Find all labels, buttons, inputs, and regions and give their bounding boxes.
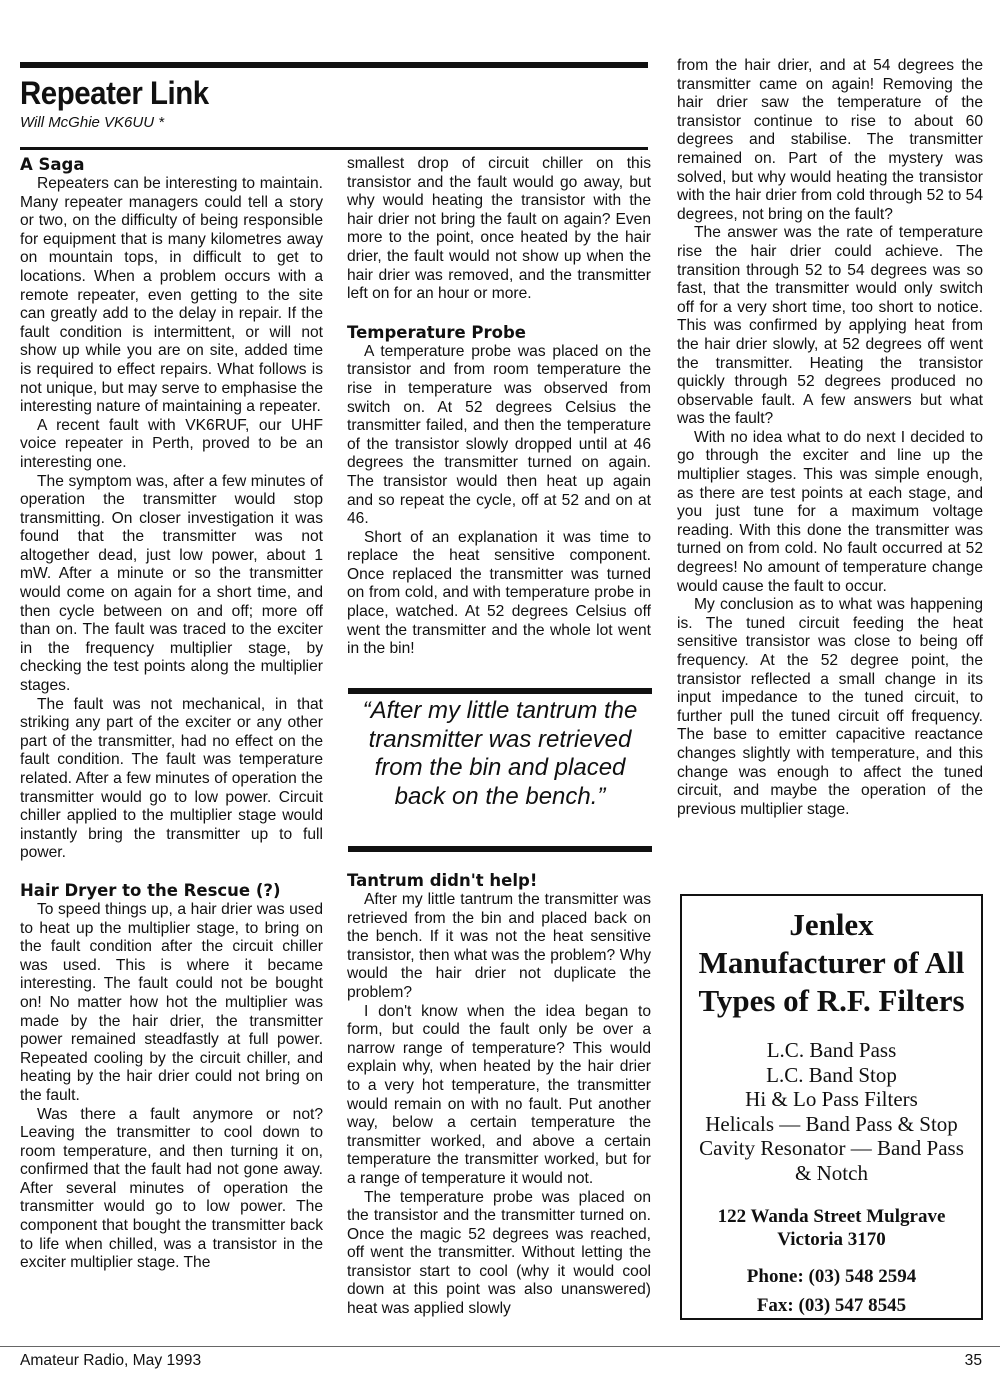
ad-address-city: Victoria 3170 (777, 1229, 886, 1250)
heading-temperature-probe: Temperature Probe (347, 322, 526, 342)
ad-company: Jenlex (789, 907, 874, 942)
paragraph: With no idea what to do next I decided to go through the exciter and line up the multiplier stages. This was simple enough, as there are test points at each stage, and you just tune for a maximum voltage reading. With this done the transmitter was turned on from cold. No fault occurred at 52 degrees! No amount of temperature change would cause the fault to occur. (677, 428, 983, 595)
article-byline: Will McGhie VK6UU * (20, 114, 165, 131)
paragraph: The temperature probe was placed on the transistor and the transmitter turned on. Once the magic 52 degrees was reached, off went the transmitter. Without letting the transistor start to cool (why it would cool down at this point was also unanswered) heat was applied slowly (347, 1188, 651, 1318)
paragraph: Short of an explanation it was time to replace the heat sensitive component. Once replaced the transmitter was turned on from cold, and with temperature probe in place, watched. At 52 degrees Celsius off went the transmitter and the whole lot went in the bin! (347, 528, 651, 658)
paragraph: A recent fault with VK6RUF, our UHF voice repeater in Perth, proved to be an interesting one. (20, 416, 323, 471)
jenlex-advertisement (680, 894, 983, 1320)
ad-phone: Phone: (03) 548 2594 (746, 1266, 917, 1287)
column-2 (347, 155, 651, 659)
ad-headline-1: Manufacturer of All (698, 945, 965, 980)
paragraph: The answer was the rate of temperature rise the hair drier could achieve. The transition through 52 to 54 degrees was so fast, that the transmitter would only switch off for a very short time, too short to notice. This was confirmed by applying heat from the hair drier slowly, at 52 degrees off went the transmitter. Heating the transistor quickly through 52 degrees produced no observable fault. A few answers but what was the fault? (677, 224, 983, 428)
pull-quote: “After my little tantrum the transmitter was retrieved from the bin and placed back on the bench.” (362, 697, 638, 810)
heading-tantrum: Tantrum didn't help! (347, 871, 538, 890)
footer-rule (0, 1346, 1000, 1347)
column-2-lower (347, 871, 651, 1319)
byline-rule (20, 147, 648, 150)
paragraph: I don't know when the idea began to form, but could the fault only be over a narrow range of temperature? This would explain why, when heated by the hair drier to a very hot temperature, the transmitter would remain on with no fault. Put another way, below a certain temperature the transmitter worked, and above a certain temperature the transmitter worked, but for a range of temperature it would not. (347, 1002, 651, 1187)
paragraph: After my little tantrum the transmitter was retrieved from the bin and placed back on the bench. If it was not the heat sensitive transistor, then what was the problem? Why would the hair drier not duplicate the problem? (347, 891, 651, 1001)
paragraph: Repeaters can be interesting to maintain. Many repeater managers could tell a story or two, on the difficulty of being responsible for equipment that is many kilometres away on mountain tops, in difficult to get to locations. When a problem occurs with a remote repeater, even getting to the site can greatly add to the delay in repair. If the fault condition is intermittent, or will not show up while you are on site, added time is required to effect repairs. What follows is not unique, but may serve to emphasise the interesting nature of maintaining a repeater. (20, 175, 323, 416)
column-1 (20, 155, 323, 1273)
footer-publication: Amateur Radio, May 1993 (20, 1352, 202, 1369)
paragraph: The fault was not mechanical, in that striking any part of the exciter or any other part of the transmitter, had no effect on the fault condition. The fault was temperature related. After a few minutes of operation the transmitter would go to low power. Circuit chiller applied to the multiplier stage would instantly bring the transmitter up to full power. (20, 695, 323, 862)
paragraph: Was there a fault anymore or not? Leaving the transmitter to cool down to room temperature, and then turning it on, confirmed that the fault had not gone away. After several minutes of operation the transmitter would go to low power. The component that bought the transmitter back to life when chilled, was a transistor in the exciter multiplier stage. The (20, 1105, 323, 1272)
ad-service: Hi & Lo Pass Filters (745, 1087, 918, 1111)
paragraph: To speed things up, a hair drier was used to heat up the multiplier stage, to bring on the fault condition after the circuit chiller was used. This is where it became interesting. The fault could not be bought on! No matter how hot the multiplier was made by the hair drier, the transmitter power remained steadfastly at full power. Repeated cooling by the circuit chiller, and heating by the hair drier could not bring on the fault. (20, 900, 323, 1104)
top-rule (20, 62, 648, 68)
article-title: Repeater Link (20, 75, 209, 111)
pullquote-bottom-rule (348, 846, 652, 852)
ad-service: Helicals — Band Pass & Stop (705, 1111, 958, 1136)
ad-address-street: 122 Wanda Street Mulgrave (717, 1206, 946, 1227)
ad-service: & Notch (795, 1160, 868, 1185)
ad-headline-2: Types of R.F. Filters (698, 983, 965, 1018)
ad-service: L.C. Band Pass (766, 1038, 897, 1062)
heading-a-saga: A Saga (20, 155, 85, 174)
column-3 (677, 57, 983, 819)
ad-service: L.C. Band Stop (766, 1062, 897, 1087)
heading-hair-dryer: Hair Dryer to the Rescue (?) (20, 880, 281, 900)
ad-service: Cavity Resonator — Band Pass (699, 1136, 964, 1160)
ad-fax: Fax: (03) 547 8545 (756, 1295, 907, 1316)
footer-page-number: 35 (964, 1352, 982, 1369)
pullquote-top-rule (348, 688, 652, 694)
paragraph: The symptom was, after a few minutes of operation the transmitter would stop transmitting. On closer investigation it was found that the transmitter was not altogether dead, just low power, about 1 mW. After a minute or so the transmitter would come on again for a short time, and then cycle between on and off; more off than on. The fault was traced to the exciter in the frequency multiplier stage, by checking the test points along the multiplier stages. (20, 472, 323, 695)
paragraph: from the hair drier, and at 54 degrees the transmitter came on again! Removing the hair drier saw the temperature of the transistor continue to rise to about 60 degrees and stabilise. The transmitter remained on. Part of the mystery was solved, but why would heating the transistor with the hair drier from cold through 52 to 54 degrees, not bring on the fault? (677, 57, 983, 223)
paragraph: A temperature probe was placed on the transistor and from room temperature the rise in temperature was observed from switch on. At 52 degrees Celsius the transmitter failed, and then the temperature of the transistor slowly dropped until at 46 degrees the transmitter turned on again. The transistor would then heat up again and so repeat the cycle, off at 52 and on at 46. (347, 342, 651, 528)
paragraph: smallest drop of circuit chiller on this transistor and the fault would go away, but why would heating the transistor with the hair drier not bring the fault on again? Even more to the point, once heated by the hair drier, the fault would not show up when the hair drier was removed, and the transmitter left on for an hour or more. (347, 155, 651, 303)
paragraph: My conclusion as to what was happening is. The tuned circuit feeding the heat sensitive transistor was close to being off frequency. At the 52 degree point, the transistor reflected a small change in its input impedance to the tuned circuit, to further pull the tuned circuit off frequency. The base to emitter capacitive reactance changes slightly with temperature, and this change was enough to affect the tuned circuit, and maybe the operation of the previous multiplier stage. (677, 596, 983, 818)
